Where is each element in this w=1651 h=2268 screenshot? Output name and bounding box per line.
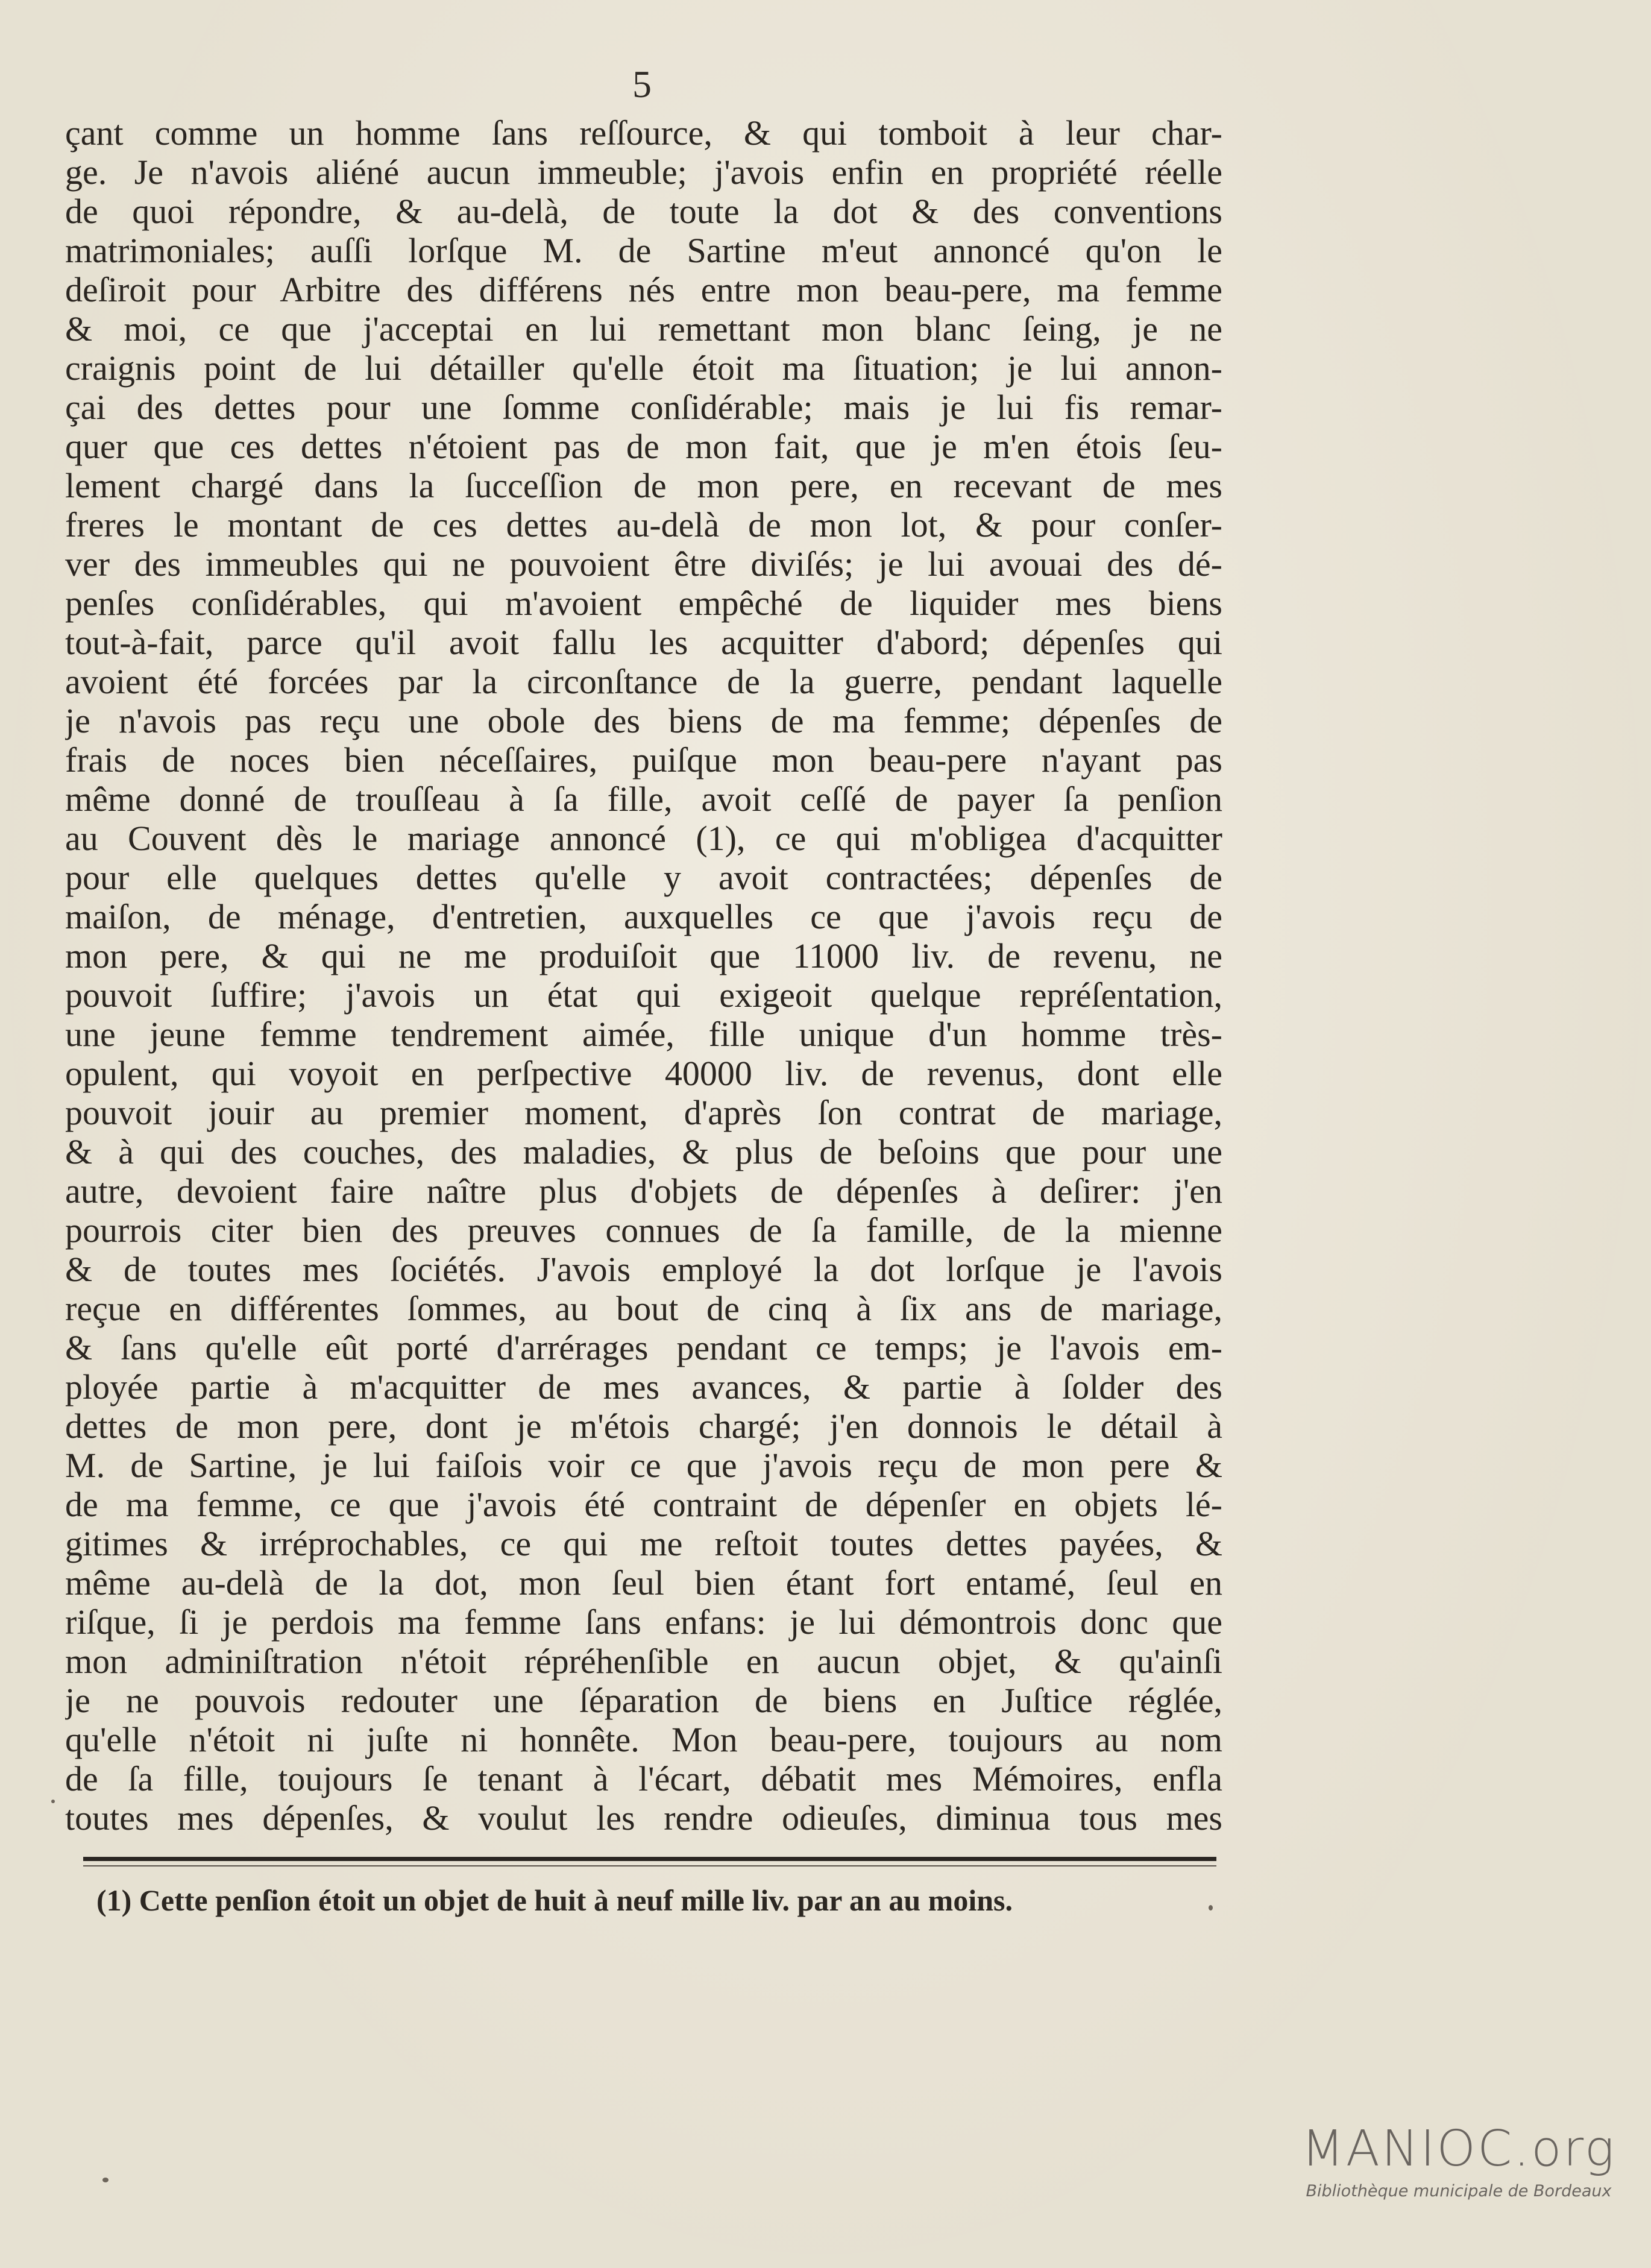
footnote: (1) Cette penſion étoit un objet de huit à neuf mille liv. par an au moins. [96,1883,1013,1917]
text-line: reçue en différentes ſommes, au bout de cinq à ſix ans de mariage, [65,1289,1222,1328]
text-line: au Couvent dès le mariage annoncé (1), ce qui m'obligea d'acquitter [65,819,1222,858]
text-line: dettes de mon pere, dont je m'étois chargé; j'en donnois le détail à [65,1406,1222,1446]
text-line: de quoi répondre, & au-delà, de toute la dot & des conventions [65,192,1222,231]
text-line: je n'avois pas reçu une obole des biens de ma femme; dépenſes de [65,701,1222,740]
text-line: & moi, ce que j'acceptai en lui remettant mon blanc ſeing, je ne [65,309,1222,348]
text-line: penſes conſidérables, qui m'avoient empêché de liquider mes biens [65,584,1222,623]
text-line: ver des immeubles qui ne pouvoient être diviſés; je lui avouai des dé- [65,544,1222,584]
text-line: gitimes & irréprochables, ce qui me reſtoit toutes dettes payées, & [65,1524,1222,1563]
text-line: je ne pouvois redouter une ſéparation de biens en Juſtice réglée, [65,1681,1222,1720]
text-line: mon pere, & qui ne me produiſoit que 11000 liv. de revenu, ne [65,936,1222,975]
paper-speck [51,1800,55,1803]
text-line: pouvoit ſuffire; j'avois un état qui exigeoit quelque repréſentation, [65,975,1222,1015]
text-line: quer que ces dettes n'étoient pas de mon fait, que je m'en étois ſeu- [65,427,1222,466]
text-line: de ſa fille, toujours ſe tenant à l'écart, débatit mes Mémoires, enfla [65,1759,1222,1798]
text-line: de ma femme, ce que j'avois été contraint de dépenſer en objets lé- [65,1485,1222,1524]
text-line: pour elle quelques dettes qu'elle y avoit contractées; dépenſes de [65,858,1222,897]
paper-speck [1209,1905,1213,1910]
text-line: ge. Je n'avois aliéné aucun immeuble; j'avois enfin en propriété réelle [65,153,1222,192]
text-line: pourrois citer bien des preuves connues de ſa famille, de la mienne [65,1211,1222,1250]
text-line: M. de Sartine, je lui faiſois voir ce que j'avois reçu de mon pere & [65,1446,1222,1485]
text-line: freres le montant de ces dettes au-delà de mon lot, & pour conſer- [65,505,1222,544]
text-line: & à qui des couches, des maladies, & plus de beſoins que pour une [65,1132,1222,1171]
text-line: qu'elle n'étoit ni juſte ni honnête. Mon beau-pere, toujours au nom [65,1720,1222,1759]
watermark-subtitle: Bibliothèque municipale de Bordeaux [1306,2182,1612,2200]
footnote-rule [83,1857,1216,1861]
text-line: tout-à-fait, parce qu'il avoit fallu les acquitter d'abord; dépenſes qui [65,623,1222,662]
paper-speck [102,2178,108,2182]
text-line: mon adminiſtration n'étoit répréhenſible en aucun objet, & qu'ainſi [65,1642,1222,1681]
text-line: çai des dettes pour une ſomme conſidérable; mais je lui fis remar- [65,388,1222,427]
text-line: & ſans qu'elle eût porté d'arrérages pendant ce temps; je l'avois em- [65,1328,1222,1367]
body-text [65,113,1222,1838]
text-line: une jeune femme tendrement aimée, fille unique d'un homme très- [65,1015,1222,1054]
text-line: riſque, ſi je perdois ma femme ſans enfans: je lui démontrois donc que [65,1602,1222,1642]
text-line: pouvoit jouir au premier moment, d'après ſon contrat de mariage, [65,1093,1222,1132]
text-line: matrimoniales; auſſi lorſque M. de Sartine m'eut annoncé qu'on le [65,231,1222,270]
text-line: & de toutes mes ſociétés. J'avois employé la dot lorſque je l'avois [65,1250,1222,1289]
text-line: deſiroit pour Arbitre des différens nés entre mon beau-pere, ma femme [65,270,1222,309]
text-line: frais de noces bien néceſſaires, puiſque mon beau-pere n'ayant pas [65,740,1222,780]
page-number: 5 [632,63,652,106]
text-line: lement chargé dans la ſucceſſion de mon pere, en recevant de mes [65,466,1222,505]
text-line: autre, devoient faire naître plus d'objets de dépenſes à deſirer: j'en [65,1171,1222,1211]
footnote-rule-thin [83,1865,1216,1866]
watermark-logo: MANIOC.org [1301,2120,1616,2178]
text-line: çant comme un homme ſans reſſource, & qui tomboit à leur char- [65,113,1222,153]
text-line: maiſon, de ménage, d'entretien, auxquelles ce que j'avois reçu de [65,897,1222,936]
text-line: opulent, qui voyoit en perſpective 40000 liv. de revenus, dont elle [65,1054,1222,1093]
text-line: même donné de trouſſeau à ſa fille, avoit ceſſé de payer ſa penſion [65,780,1222,819]
manioc-watermark [1296,2119,1621,2203]
text-line: avoient été forcées par la circonſtance de la guerre, pendant laquelle [65,662,1222,701]
text-line: ployée partie à m'acquitter de mes avances, & partie à ſolder des [65,1367,1222,1406]
text-line: toutes mes dépenſes, & voulut les rendre odieuſes, diminua tous mes [65,1798,1222,1838]
text-line: même au-delà de la dot, mon ſeul bien étant fort entamé, ſeul en [65,1563,1222,1602]
text-line: craignis point de lui détailler qu'elle étoit ma ſituation; je lui annon- [65,348,1222,388]
